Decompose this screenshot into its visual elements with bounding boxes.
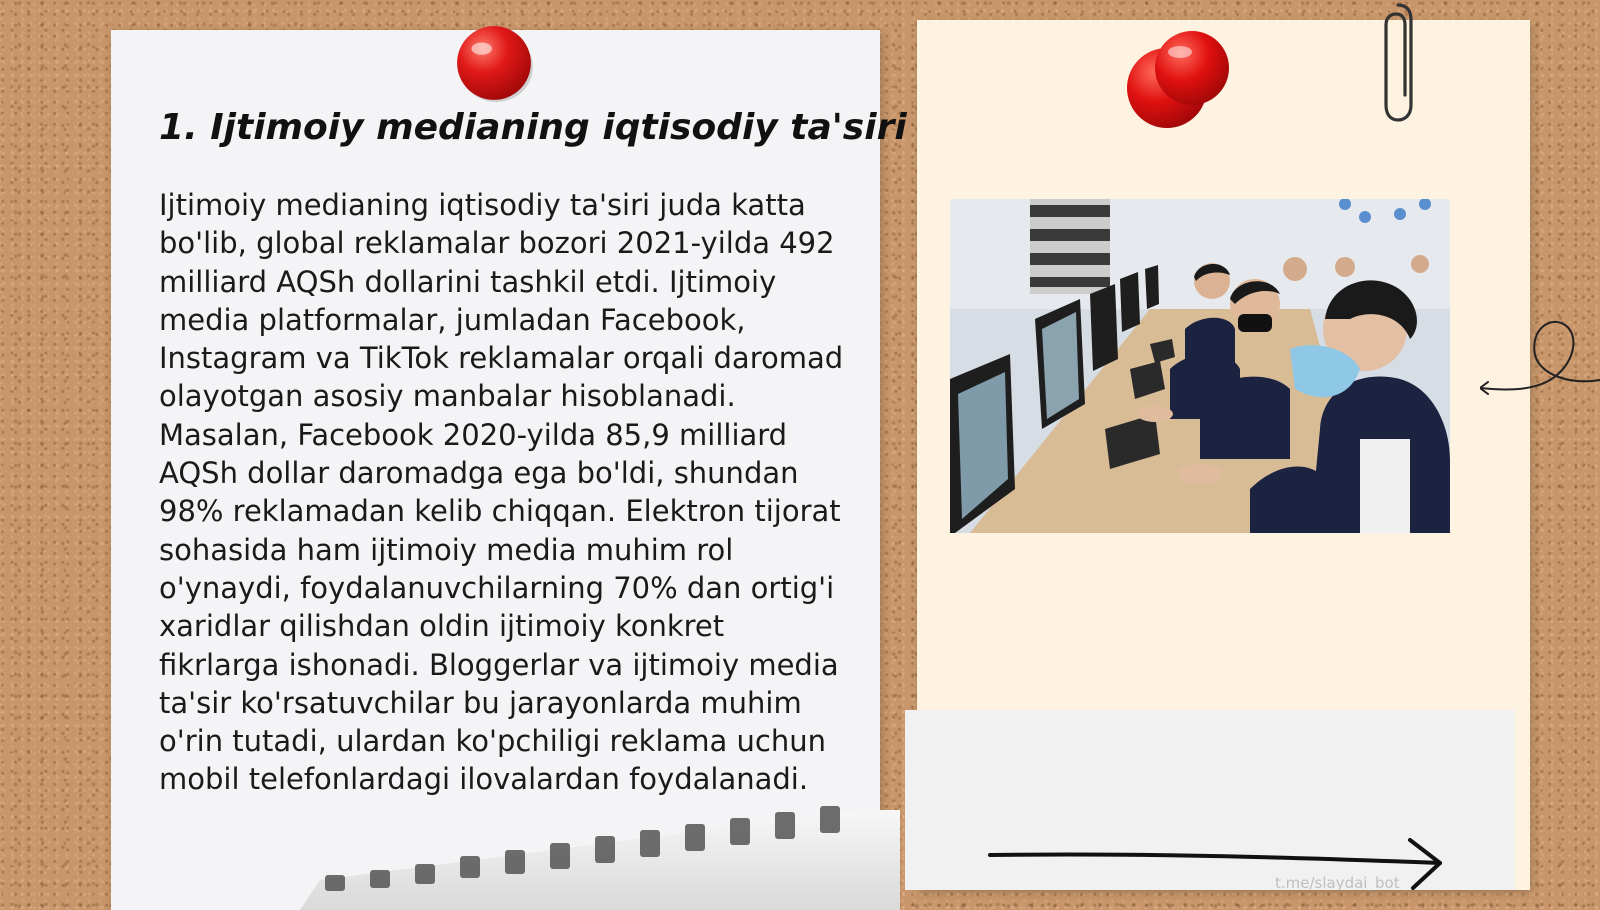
paper-clip-icon bbox=[1378, 0, 1418, 125]
slide-body-text: Ijtimoiy medianing iqtisodiy ta'siri juda katta bo'lib, global reklamalar bozori 2021-yilda 492 milliard AQSh dollarini tashkil etdi. Ijtimoiy media platformalar, jumladan Facebook, Instagram va TikTok reklamalar orqali daromad olayotgan asosiy manbalar hisoblanadi. Masalan, Facebook 2020-yilda 85,9 milliard AQSh dollar daromadga ega bo'ldi, shundan 98% reklamadan kelib chiqqan. Elektron tijorat sohasida ham ijtimoiy media muhim rol o'ynaydi, foydalanuvchilarning 70% dan ortig'i xaridlar qilishdan oldin ijtimoiy konkret fikrlarga ishonadi. Bloggerlar va ijtimoiy media ta'sir ko'rsatuvchilar bu jarayonlarda muhim o'rin tutadi, ulardan ko'pchiligi reklama uchun mobil telefonlardagi ilovalardan foydalanadi. bbox=[159, 188, 844, 797]
slide-title: 1. Ijtimoiy medianing iqtisodiy ta'siri bbox=[159, 107, 907, 148]
watermark-text: t.me/slaydai_bot bbox=[1275, 874, 1400, 892]
torn-paper-edge bbox=[300, 790, 900, 910]
left-note-card bbox=[111, 30, 907, 910]
classroom-photo bbox=[950, 199, 1450, 533]
red-push-pin-icon bbox=[1122, 28, 1242, 133]
red-push-pin-icon bbox=[453, 22, 535, 104]
window-blinds bbox=[1030, 199, 1110, 294]
loop-arrow-doodle-icon bbox=[1480, 310, 1600, 410]
